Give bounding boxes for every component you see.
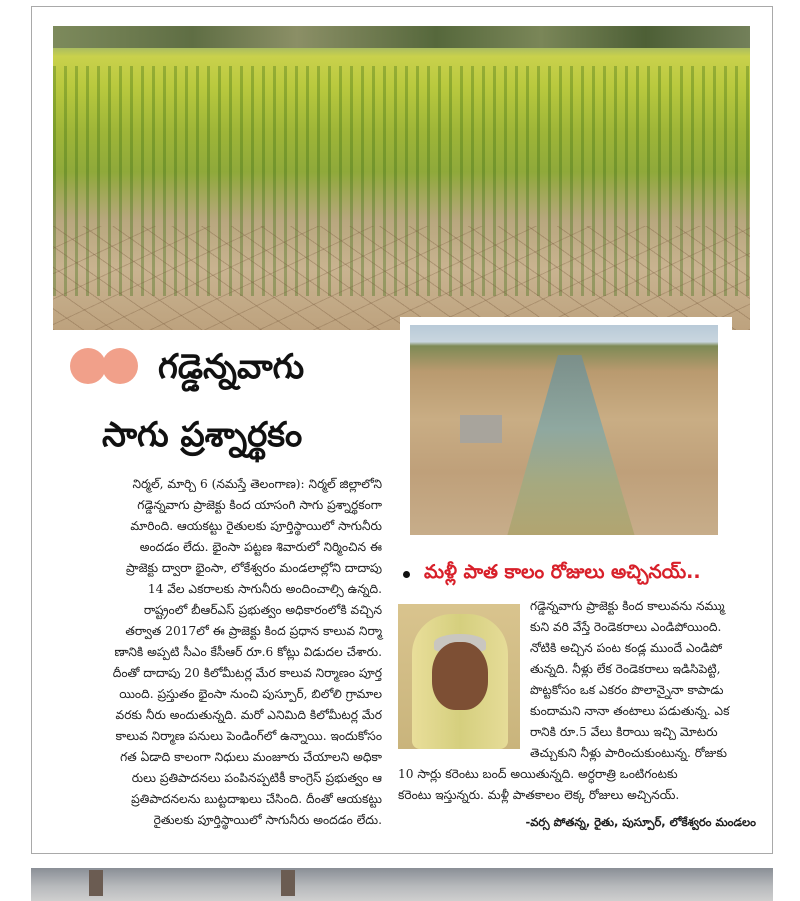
next-article-photo bbox=[31, 868, 773, 901]
article-line: మారింది. ఆయకట్టు రైతులకు పూర్తిస్థాయిలో సాగునీరు bbox=[130, 519, 382, 533]
quote-line: నోటికి అచ్చిన పంట కండ్ల ముందే ఎండిపో bbox=[530, 641, 723, 655]
quote-line: 10 సార్లు కరెంటు బంద్‌ అయితున్నది. అర్ధరాత్రి ఒంటిగంటకు bbox=[398, 767, 678, 781]
quote-line: కుని వరి వేస్తే రెండెకరాలు ఎండిపోయింది. bbox=[530, 620, 722, 634]
article-line: ణానికి అప్పటి సీఎం కేసీఆర్‌ రూ.6 కోట్లు విడుదల చేశారు. bbox=[114, 645, 382, 659]
quote-line: కుందామని నానా తంటాలు పడుతున్న. ఎక bbox=[530, 704, 730, 718]
article-line: నిర్మల్‌, మార్చి 6 (నమస్తే తెలంగాణ): నిర్మల్‌ జిల్లాలోని bbox=[132, 477, 382, 491]
quote-mark-icon bbox=[102, 348, 138, 384]
article-line: గడ్డెన్నవాగు ప్రాజెక్టు కింద యాసంగి సాగు ప్రశ్నార్థకంగా bbox=[137, 498, 382, 512]
farmer-portrait bbox=[398, 604, 520, 749]
article-line: దీంతో దాదాపు 20 కిలోమీటర్ల మేర కాలువ నిర్మాణం పూర్త bbox=[112, 666, 382, 680]
article-line: కాలువ నిర్మాణ పనులు పెండింగ్‌లో ఉన్నాయి. ఇందుకోసం bbox=[115, 729, 382, 743]
article-line: వరకు నీరు అందుతున్నది. మరో ఎనిమిది కిలోమీటర్ల మేర bbox=[115, 708, 382, 722]
headline-line-2: సాగు ప్రశ్నార్థకం bbox=[102, 415, 303, 455]
farmer-quote-full bbox=[398, 764, 770, 806]
article-line: ప్రాజెక్టు ద్వారా భైంసా, లోకేశ్వరం మండలాల్లోని దాదాపు bbox=[126, 561, 382, 575]
article-line: ప్రతిపాదనలను బుట్టదాఖలు చేసింది. దీంతో ఆయకట్టు bbox=[131, 792, 382, 806]
article-line: రైతులకు పూర్తిస్థాయిలో సాగునీరు అందడం లేదు. bbox=[153, 813, 382, 827]
quote-mark-icon bbox=[70, 348, 106, 384]
article-line: యింది. ప్రస్తుతం భైంసా నుంచి పుస్పూర్‌, బిలోలి గ్రామాల bbox=[119, 687, 382, 701]
quote-line: తున్నది. నీళ్లు లేక రెండెకరాలు ఇడిసిపెట్టి, bbox=[530, 662, 721, 676]
headline-line-1: గడ్డెన్నవాగు bbox=[158, 347, 305, 387]
farmer-quote-wrapped bbox=[530, 596, 768, 764]
article-line: తర్వాత 2017లో ఈ ప్రాజెక్టు కింద ప్రధాన కాలువ నిర్మా bbox=[125, 624, 382, 638]
article-body bbox=[44, 474, 382, 831]
quote-credit: -వర్స పోతన్న, రైతు, పుస్పూర్‌, లోకేశ్వరం మండలం bbox=[525, 815, 756, 829]
sidebar-subheading: మళ్లీ పాత కాలం రోజులు అచ్చినయ్‌.. bbox=[424, 561, 701, 583]
bullet-icon bbox=[403, 571, 410, 578]
quote-line: రానికి రూ.5 వేలు కిరాయి ఇచ్చి మోటరు bbox=[530, 725, 718, 739]
quote-line: గడ్డెన్నవాగు ప్రాజెక్టు కింద కాలువను నమ్ము bbox=[530, 599, 725, 613]
quote-line: తెచ్చుకుని నీళ్లు పారించుకుంటున్న. రోజుకు bbox=[530, 746, 727, 760]
article-line: రులు ప్రతిపాదనలు పంపినప్పటికీ కాంగ్రెస్‌ ప్రభుత్వం ఆ bbox=[131, 771, 382, 785]
quote-line: పొట్టకోసం ఒక ఎకరం పొలాన్నైనా కాపాడు bbox=[530, 683, 724, 697]
article-line: 14 వేల ఎకరాలకు సాగునీరు అందించాల్సి ఉన్నది. bbox=[147, 582, 382, 596]
paddy-field-photo bbox=[53, 26, 750, 330]
quote-line: కరెంటు ఇస్తున్నరు. మళ్లీ పాతకాలం లెక్క రోజులు అచ్చినయ్‌. bbox=[398, 788, 680, 802]
article-line: అందడం లేదు. భైంసా పట్టణ శివారులో నిర్మించిన ఈ bbox=[139, 540, 382, 554]
article-line: గత ఏడాది కాలంగా నిధులు మంజూరు చేయాలని అధికా bbox=[120, 750, 382, 764]
canal-photo bbox=[400, 317, 732, 547]
article-line: రాష్ట్రంలో బీఆర్‌ఎస్‌ ప్రభుత్వం అధికారంలోకి వచ్చిన bbox=[143, 603, 382, 617]
